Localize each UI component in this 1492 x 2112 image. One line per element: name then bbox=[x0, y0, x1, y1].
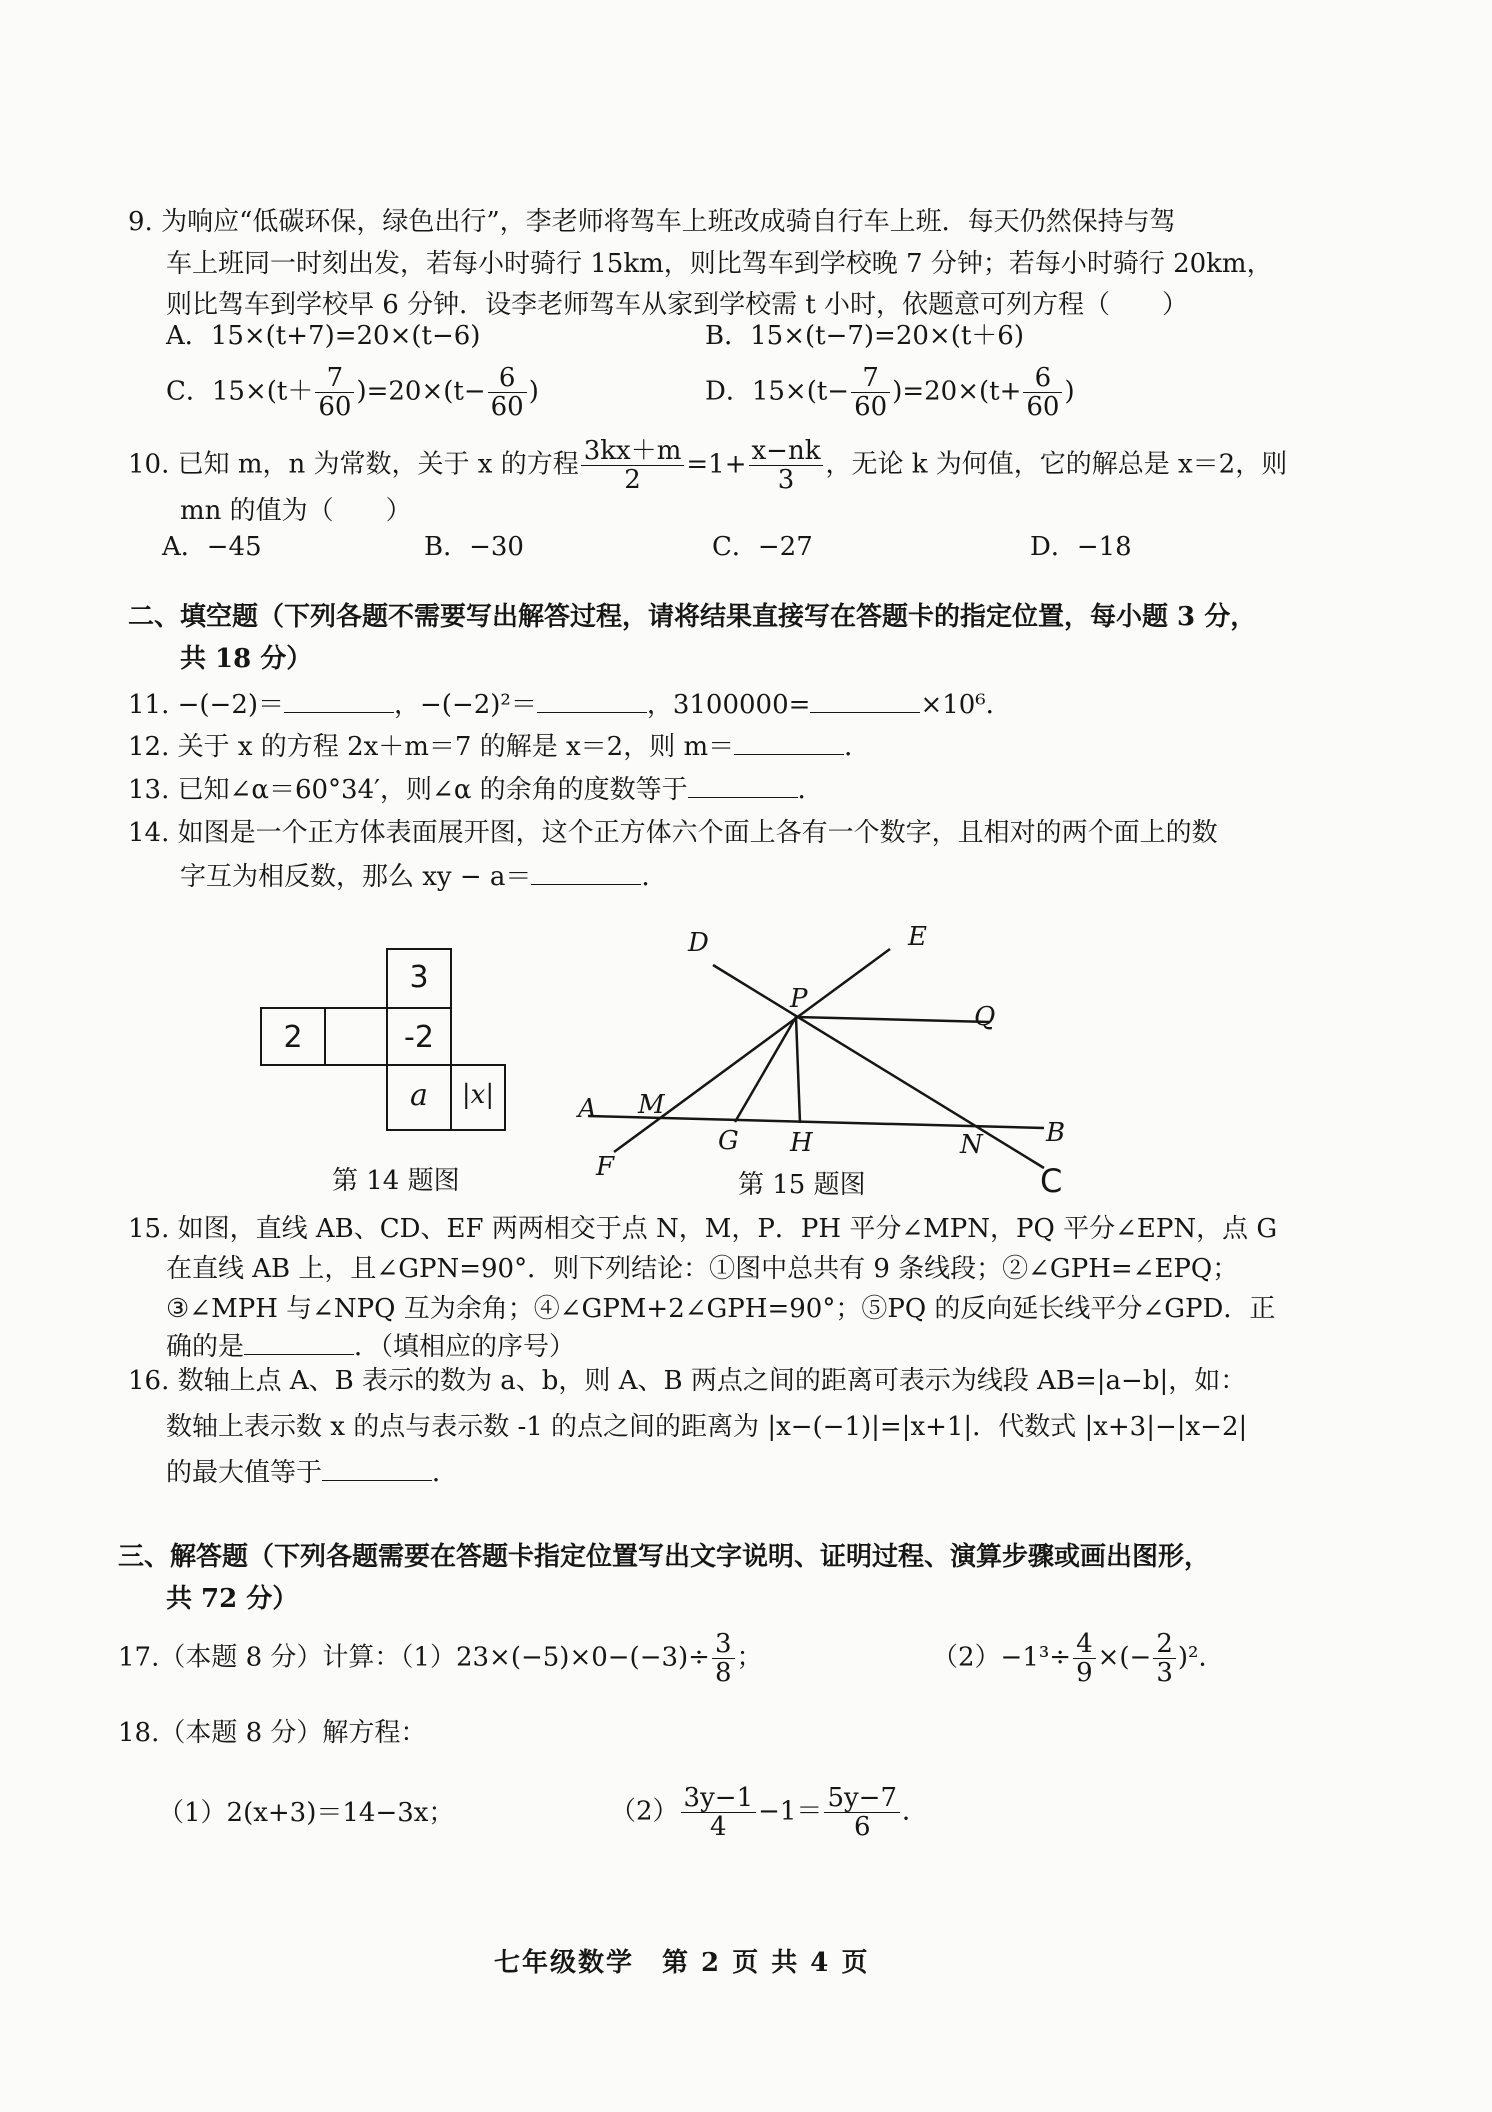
frac-num: 4 bbox=[1073, 1630, 1096, 1659]
q9-c-mid: )=20×(t− bbox=[356, 376, 486, 407]
frac-num: 7 bbox=[851, 364, 890, 393]
q9-d-pre: D．15×(t− bbox=[705, 376, 850, 407]
frac-num: 6 bbox=[1023, 364, 1062, 393]
q16-end: ． bbox=[432, 1458, 459, 1488]
q9-line3: 则比驾车到学校早 6 分钟．设李老师驾车从家到学校需 t 小时，依题意可列方程（ ） bbox=[166, 290, 1189, 320]
q12-end: ． bbox=[844, 732, 871, 762]
q9-c-end: ) bbox=[528, 376, 539, 407]
frac-den: 6 bbox=[853, 1812, 871, 1842]
q16-blank[interactable] bbox=[322, 1456, 432, 1481]
q9-option-a: A．15×(t+7)=20×(t−6) bbox=[166, 321, 481, 351]
ray-PQ bbox=[796, 1017, 990, 1022]
frac-num: 7 bbox=[315, 364, 354, 393]
segment-PG bbox=[735, 1017, 796, 1122]
q16-line1: 16. 数轴上点 A、B 表示的数为 a、b，则 A、B 两点之间的距离可表示为线段 AB=|a−b|，如： bbox=[128, 1366, 1247, 1396]
q18-p2-mid: −1＝ bbox=[758, 1796, 823, 1827]
q17-part2 bbox=[932, 1630, 1224, 1687]
q10-option-b: B．−30 bbox=[424, 532, 524, 562]
frac-num: 6 bbox=[488, 364, 527, 393]
frac-den: 3 bbox=[777, 465, 795, 495]
q17-sep: ； bbox=[736, 1642, 763, 1673]
frac-den: 60 bbox=[490, 392, 524, 422]
net-value-bottom: a bbox=[410, 1078, 428, 1113]
q14-line1: 14. 如图是一个正方体表面展开图，这个正方体六个面上各有一个数字，且相对的两个面上的数 bbox=[128, 818, 1218, 848]
q10-line2: mn 的值为（ ） bbox=[180, 496, 412, 526]
q11-part1: 11. −(−2)＝ bbox=[128, 690, 285, 720]
q17-frac2 bbox=[1073, 1630, 1096, 1687]
q11-part3: ，3100000= bbox=[646, 690, 811, 720]
q18-p2-end: ． bbox=[902, 1796, 929, 1827]
label-D: D bbox=[688, 928, 709, 958]
q17-frac1 bbox=[712, 1630, 735, 1687]
q16-line3 bbox=[166, 1456, 458, 1490]
net-value-left: 2 bbox=[283, 1020, 303, 1055]
q9-d-end: ) bbox=[1064, 376, 1075, 407]
q17 bbox=[118, 1630, 763, 1687]
page-footer: 七年级数学 第 2 页 共 4 页 bbox=[494, 1948, 870, 1978]
section3-heading-line2: 共 72 分） bbox=[166, 1584, 299, 1614]
section2-heading-line2: 共 18 分） bbox=[180, 644, 313, 674]
frac-den: 3 bbox=[1156, 1658, 1173, 1688]
q10-mid: =1+ bbox=[686, 449, 747, 480]
segment-PH bbox=[796, 1017, 800, 1123]
q15-line1: 15. 如图，直线 AB、CD、EF 两两相交于点 N，M，P．PH 平分∠MPN，PQ 平分∠EPN，点 G bbox=[128, 1214, 1278, 1244]
q16-text: 的最大值等于 bbox=[166, 1458, 323, 1488]
q9-option-b: B．15×(t−7)=20×(t＋6) bbox=[705, 321, 1024, 351]
q17-part1: 17.（本题 8 分）计算：（1）23×(−5)×0−(−3)÷ bbox=[118, 1642, 710, 1673]
q15-blank[interactable] bbox=[244, 1330, 354, 1355]
frac-den: 8 bbox=[714, 1658, 732, 1688]
q15-text: 确的是 bbox=[166, 1332, 245, 1362]
label-M: M bbox=[638, 1090, 665, 1120]
label-P: P bbox=[790, 984, 808, 1014]
q18-p2-pre: （2） bbox=[610, 1796, 679, 1827]
q10-option-a: A．−45 bbox=[162, 532, 262, 562]
q9-line1: 9. 为响应“低碳环保，绿色出行”，李老师将驾车上班改成骑自行车上班．每天仍然保持与驾 bbox=[128, 207, 1176, 237]
q9-c-pre: C．15×(t＋ bbox=[166, 376, 314, 407]
frac-num: x−nk bbox=[749, 437, 824, 466]
frac-num: 3y−1 bbox=[681, 1784, 757, 1813]
frac-num: 2 bbox=[1153, 1630, 1176, 1659]
fig14-caption: 第 14 题图 bbox=[332, 1166, 460, 1196]
q10-option-d: D．−18 bbox=[1030, 532, 1132, 562]
q17-p2-mid: ×(− bbox=[1097, 1642, 1152, 1673]
net-value-top: 3 bbox=[409, 960, 429, 995]
frac-den: 60 bbox=[1026, 392, 1060, 422]
q18-part2 bbox=[610, 1784, 928, 1841]
label-H: H bbox=[790, 1128, 813, 1158]
label-E: E bbox=[908, 922, 927, 952]
q14-text: 字互为相反数，那么 xy − a＝ bbox=[180, 862, 532, 892]
q9-d-mid: )=20×(t+ bbox=[892, 376, 1022, 407]
q10-post: ，无论 k 为何值，它的解总是 x＝2，则 bbox=[825, 449, 1288, 480]
frac-den: 60 bbox=[854, 392, 888, 422]
q10-option-c: C．−27 bbox=[712, 532, 813, 562]
label-C: C bbox=[1040, 1162, 1063, 1200]
q11-part2: ，−(−2)²＝ bbox=[394, 690, 537, 720]
q13-text: 13. 已知∠α＝60°34′，则∠α 的余角的度数等于 bbox=[128, 775, 688, 805]
label-F: F bbox=[596, 1152, 615, 1182]
frac-den: 60 bbox=[318, 392, 352, 422]
q9-line2: 车上班同一时刻出发，若每小时骑行 15km，则比驾车到学校晚 7 分钟；若每小时骑行 20km， bbox=[166, 249, 1273, 279]
q15-end: ．（填相应的序号） bbox=[354, 1332, 576, 1362]
q15-line3: ③∠MPH 与∠NPQ 互为余角；④∠GPM+2∠GPH=90°；⑤PQ 的反向延长线平分∠GPD．正 bbox=[166, 1294, 1276, 1324]
section2-heading-line1: 二、填空题（下列各题不需要写出解答过程，请将结果直接写在答题卡的指定位置，每小题 3 分， bbox=[128, 602, 1257, 632]
label-B: B bbox=[1046, 1118, 1066, 1148]
frac-num: 3 bbox=[712, 1630, 735, 1659]
q18-part1: （1）2(x+3)＝14−3x； bbox=[158, 1798, 455, 1828]
label-N: N bbox=[960, 1130, 983, 1160]
q15-line2: 在直线 AB 上，且∠GPN=90°．则下列结论：①图中总共有 9 条线段；②∠GPH=∠EPQ； bbox=[166, 1254, 1239, 1284]
section3-heading-line1: 三、解答题（下列各题需要在答题卡指定位置写出文字说明、证明过程、演算步骤或画出图形， bbox=[118, 1542, 1211, 1572]
q16-line2: 数轴上表示数 x 的点与表示数 -1 的点之间的距离为 |x−(−1)|=|x+1|．代数式 |x+3|−|x−2| bbox=[166, 1412, 1248, 1442]
label-A: A bbox=[578, 1094, 597, 1124]
frac-num: 5y−7 bbox=[824, 1784, 900, 1813]
q18-title: 18.（本题 8 分）解方程： bbox=[118, 1718, 427, 1748]
fig15-caption: 第 15 题图 bbox=[738, 1170, 866, 1200]
frac-num: 3kx＋m bbox=[581, 437, 685, 466]
q17-p2-end: )²． bbox=[1177, 1642, 1225, 1673]
q18-frac2 bbox=[824, 1784, 900, 1841]
q11-part4: ×10⁶． bbox=[920, 690, 1012, 720]
q15-line4 bbox=[166, 1330, 575, 1364]
q18-frac1 bbox=[681, 1784, 757, 1841]
q10-pre: 10. 已知 m，n 为常数，关于 x 的方程 bbox=[128, 449, 579, 480]
frac-den: 2 bbox=[624, 465, 641, 495]
q17-p2-pre: （2）−1³÷ bbox=[932, 1642, 1072, 1673]
q14-end: ． bbox=[641, 862, 668, 892]
q12-text: 12. 关于 x 的方程 2x＋m＝7 的解是 x＝2，则 m＝ bbox=[128, 732, 735, 762]
frac-den: 9 bbox=[1076, 1658, 1093, 1688]
line-DC bbox=[713, 965, 1044, 1168]
net-value-center: -2 bbox=[404, 1020, 434, 1055]
frac-den: 4 bbox=[710, 1812, 727, 1842]
label-Q: Q bbox=[974, 1002, 996, 1032]
net-value-right: |x| bbox=[461, 1080, 495, 1110]
label-G: G bbox=[718, 1126, 739, 1156]
q13-end: ． bbox=[797, 775, 824, 805]
q17-frac3 bbox=[1153, 1630, 1176, 1687]
